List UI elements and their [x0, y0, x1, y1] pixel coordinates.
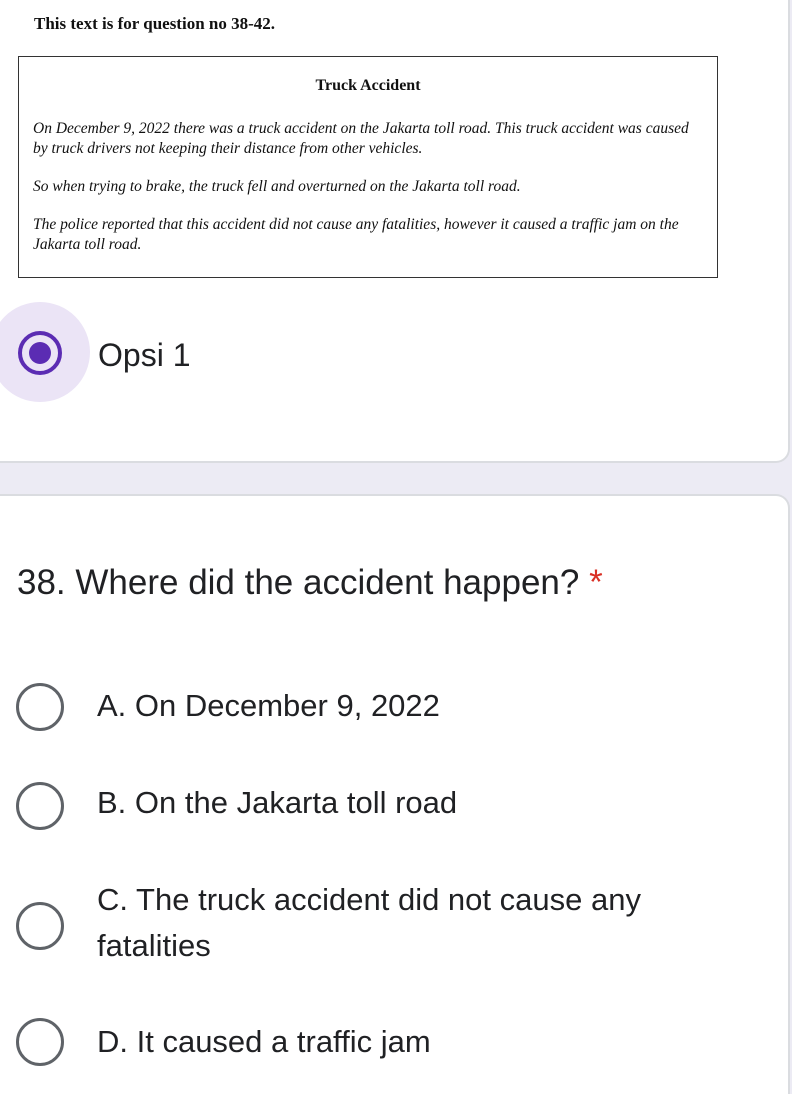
- question-text: 38. Where did the accident happen?: [17, 563, 580, 602]
- radio-selected-dot: [29, 342, 51, 364]
- radio-button-option-d[interactable]: [16, 1018, 64, 1066]
- radio-button-option-b[interactable]: [16, 782, 64, 830]
- passage-paragraph-2: So when trying to brake, the truck fell and overturned on the Jakarta toll road.: [33, 178, 521, 195]
- passage-paragraph-1: On December 9, 2022 there was a truck accident on the Jakarta toll road. This truck accident was caused by truck drivers not keeping their distance from other vehicles.: [33, 120, 689, 157]
- radio-button-option-a[interactable]: [16, 683, 64, 731]
- radio-button-option-c[interactable]: [16, 902, 64, 950]
- option-label-c[interactable]: C. The truck accident did not cause any fatalities: [97, 882, 641, 963]
- intro-text: This text is for question no 38-42.: [34, 14, 276, 33]
- passage-title: Truck Accident: [315, 77, 421, 94]
- question-title: [17, 563, 603, 603]
- option-label-a[interactable]: A. On December 9, 2022: [97, 688, 440, 723]
- radio-button-opsi-1[interactable]: [18, 331, 62, 375]
- option-label-d[interactable]: D. It caused a traffic jam: [97, 1024, 431, 1059]
- option-label-b[interactable]: B. On the Jakarta toll road: [97, 785, 458, 820]
- passage-card: [0, 0, 790, 463]
- passage-paragraph-3: The police reported that this accident did not cause any fatalities, however it caused a traffic jam on the Jakarta toll road.: [33, 216, 679, 253]
- option-label-opsi-1[interactable]: Opsi 1: [98, 337, 191, 373]
- required-asterisk: *: [589, 563, 603, 602]
- passage-image: [18, 56, 718, 278]
